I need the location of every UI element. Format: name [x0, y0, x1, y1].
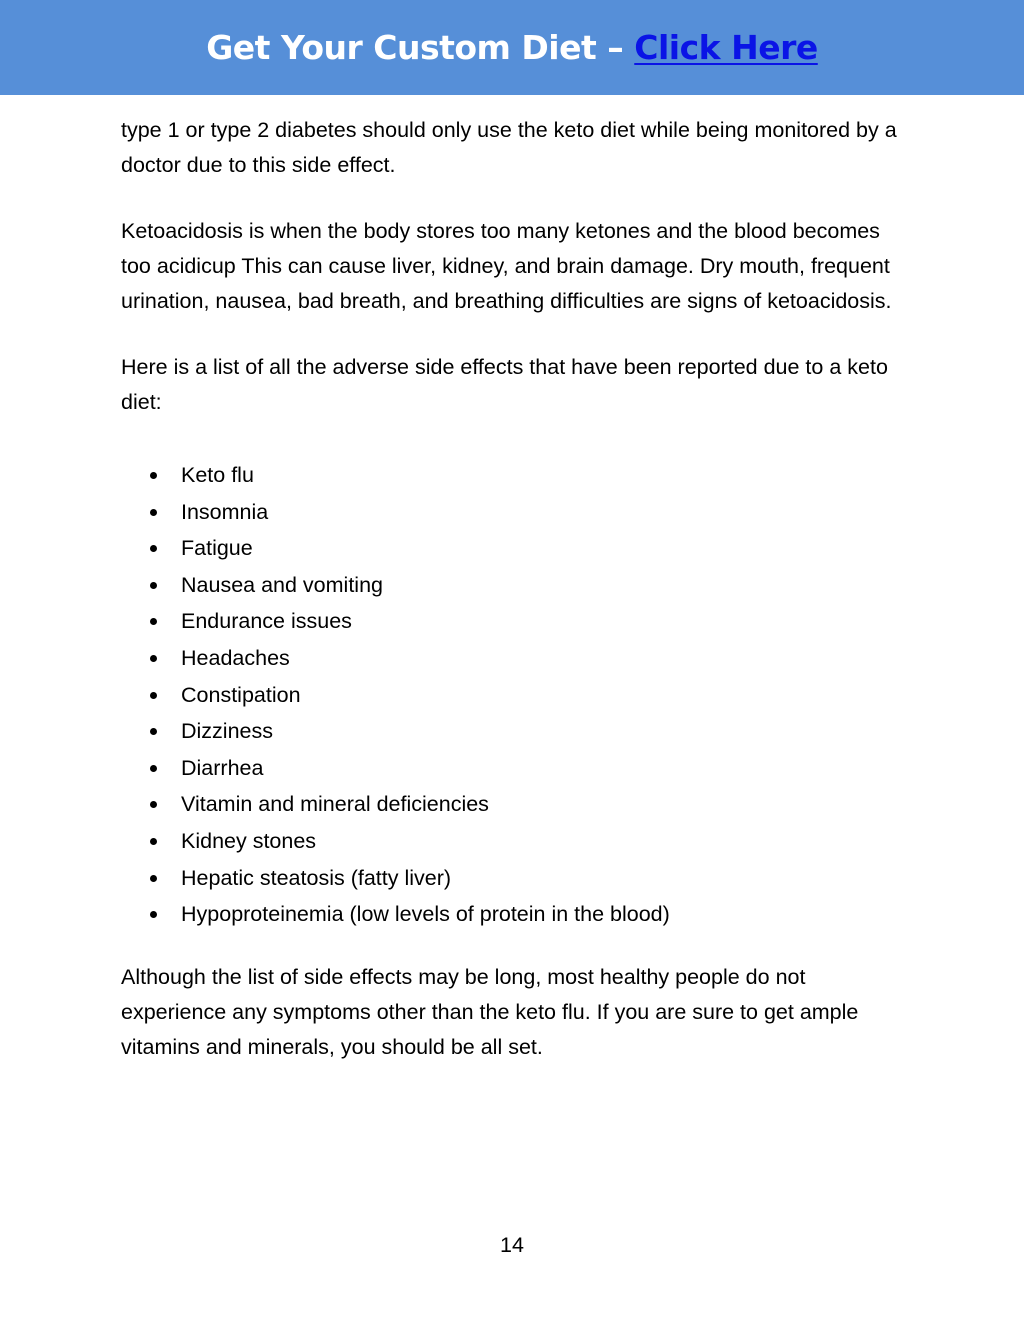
list-item-label: Keto flu	[181, 463, 254, 487]
list-item	[150, 860, 911, 897]
list-item-label: Diarrhea	[181, 755, 264, 780]
page-content	[121, 113, 911, 1065]
bullet-icon	[150, 875, 157, 882]
list-item-label: Kidney stones	[181, 828, 317, 853]
list-item	[150, 640, 911, 677]
paragraph-diabetes: type 1 or type 2 diabetes should only use the keto diet while being monitored by a doctor due to this side effect.	[121, 118, 897, 177]
list-item	[150, 786, 911, 823]
list-item	[150, 567, 911, 604]
list-item-label: Constipation	[181, 682, 301, 707]
bullet-icon	[150, 728, 157, 735]
click-here-link[interactable]: Click Here	[634, 28, 818, 67]
list-item-label: Hepatic steatosis (fatty liver)	[181, 865, 452, 890]
list-item	[150, 677, 911, 714]
bullet-icon	[150, 472, 157, 479]
paragraph-closing: Although the list of side effects may be long, most healthy people do not experience any symptoms other than the keto flu. If you are sure to get ample vitamins and minerals, you should be all set.	[121, 964, 859, 1059]
bullet-icon	[150, 692, 157, 699]
list-item-label: Vitamin and mineral deficiencies	[181, 792, 489, 817]
list-item	[150, 713, 911, 750]
list-item-label: Endurance issues	[181, 609, 352, 634]
list-item	[150, 457, 911, 494]
bullet-icon	[150, 801, 157, 808]
bullet-icon	[150, 509, 157, 516]
list-item-label: Headaches	[181, 645, 290, 670]
list-item	[150, 750, 911, 787]
list-item-label: Insomnia	[181, 499, 269, 524]
paragraph-ketoacidosis: Ketoacidosis is when the body stores too many ketones and the blood becomes too acidicup This can cause liver, kidney, and brain damage. Dry mouth, frequent urination, nausea, bad breath, and breathing difficulties are signs of ketoacidosis.	[121, 219, 892, 313]
bullet-icon	[150, 838, 157, 845]
list-item	[150, 823, 911, 860]
list-item-label: Hypoproteinemia (low levels of protein in the blood)	[181, 902, 670, 927]
paragraph-list-intro: Here is a list of all the adverse side effects that have been reported due to a keto diet:	[121, 355, 888, 414]
list-item-label: Dizziness	[181, 719, 273, 744]
page-number: 14	[500, 1233, 524, 1257]
banner-title-text: Get Your Custom Diet –	[206, 28, 635, 67]
bullet-icon	[150, 655, 157, 662]
bullet-icon	[150, 545, 157, 552]
list-item-label: Nausea and vomiting	[181, 572, 383, 597]
list-item	[150, 896, 911, 933]
banner-title	[206, 28, 818, 67]
header-banner	[0, 0, 1024, 95]
list-item	[150, 494, 911, 531]
list-item	[150, 530, 911, 567]
side-effects-list	[121, 457, 911, 933]
bullet-icon	[150, 618, 157, 625]
bullet-icon	[150, 765, 157, 772]
list-item	[150, 603, 911, 640]
bullet-icon	[150, 911, 157, 918]
list-item-label: Fatigue	[181, 536, 253, 561]
bullet-icon	[150, 582, 157, 589]
